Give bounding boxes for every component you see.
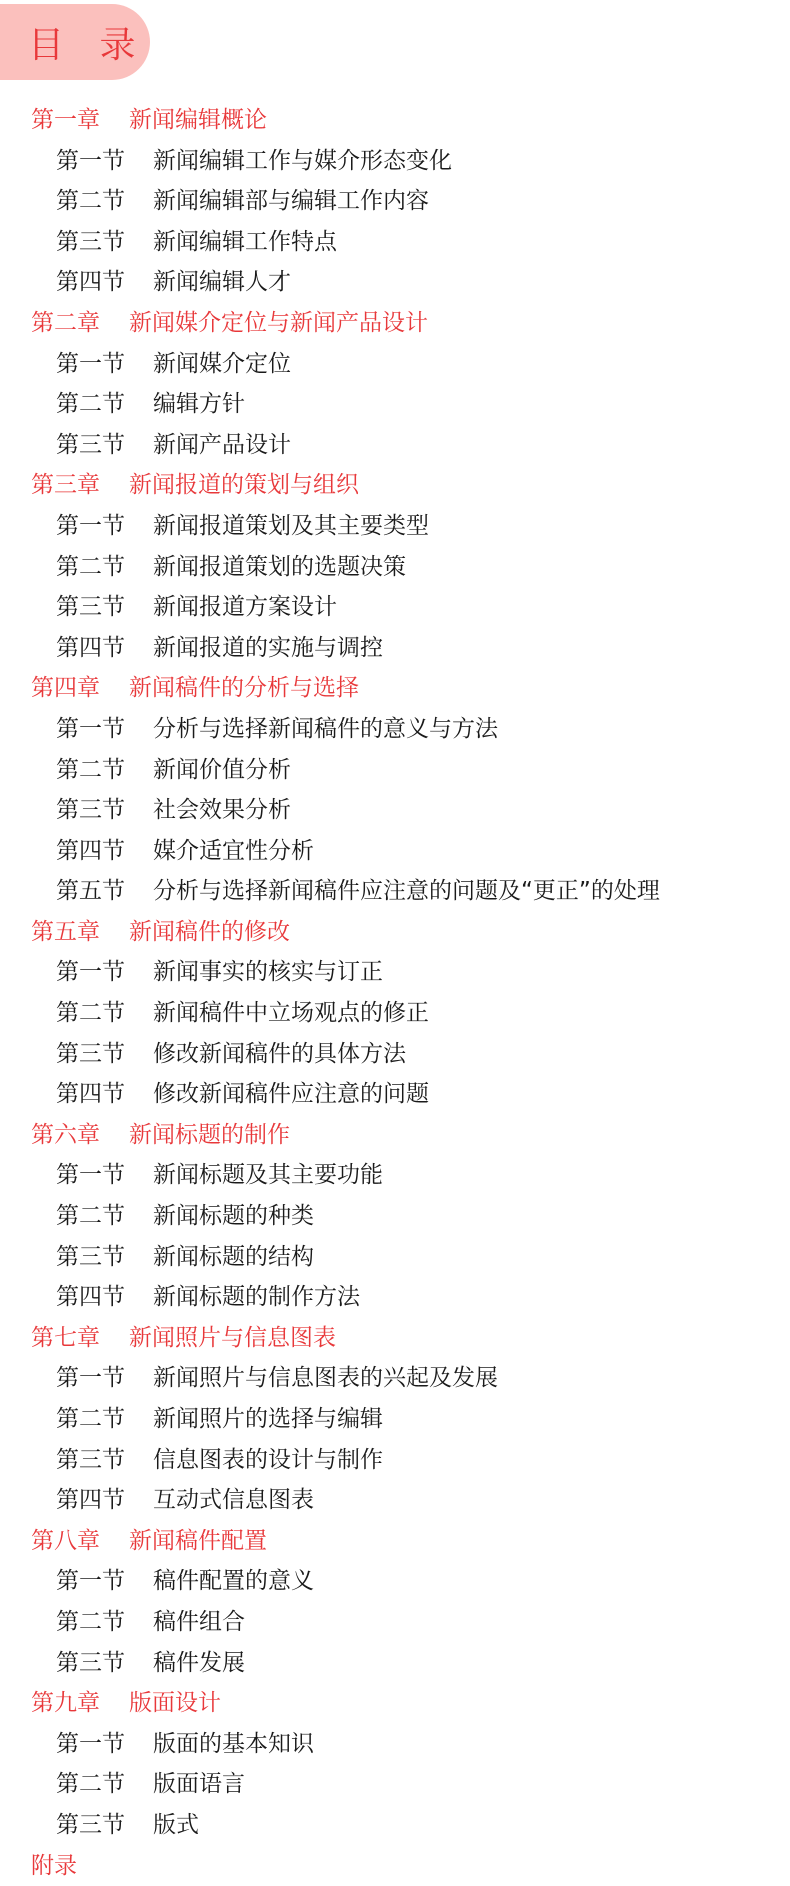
section-number: 第三节 xyxy=(56,228,125,255)
section-number: 第四节 xyxy=(56,1284,125,1311)
toc-chapter-entry[interactable] xyxy=(0,1318,790,1359)
toc-title-tab xyxy=(0,4,150,80)
table-of-contents xyxy=(0,100,790,1886)
section-number: 第一节 xyxy=(56,1162,125,1189)
section-title: 社会效果分析 xyxy=(153,797,291,824)
section-title: 新闻标题的结构 xyxy=(153,1243,314,1270)
chapter-number: 第八章 xyxy=(31,1527,100,1554)
section-number: 第三节 xyxy=(56,1446,125,1473)
toc-section-entry[interactable] xyxy=(0,1643,790,1684)
section-title: 新闻报道方案设计 xyxy=(153,594,337,621)
section-title: 新闻产品设计 xyxy=(153,431,291,458)
chapter-number: 第四章 xyxy=(31,675,100,702)
section-title: 新闻媒介定位 xyxy=(153,350,291,377)
section-title: 版式 xyxy=(153,1811,199,1838)
toc-section-entry[interactable] xyxy=(0,952,790,993)
section-number: 第三节 xyxy=(56,1649,125,1676)
section-number: 第一节 xyxy=(56,512,125,539)
toc-section-entry[interactable] xyxy=(0,790,790,831)
toc-section-entry[interactable] xyxy=(0,222,790,263)
toc-chapter-entry[interactable] xyxy=(0,912,790,953)
toc-section-entry[interactable] xyxy=(0,1399,790,1440)
section-title: 媒介适宜性分析 xyxy=(153,837,314,864)
section-number: 第二节 xyxy=(56,391,125,418)
section-number: 第二节 xyxy=(56,1000,125,1027)
section-title: 新闻报道策划的选题决策 xyxy=(153,553,406,580)
section-number: 第一节 xyxy=(56,350,125,377)
section-number: 第三节 xyxy=(56,797,125,824)
toc-chapter-entry[interactable] xyxy=(0,1683,790,1724)
toc-section-entry[interactable] xyxy=(0,628,790,669)
section-number: 第二节 xyxy=(56,756,125,783)
chapter-number: 第七章 xyxy=(31,1324,100,1351)
section-number: 第二节 xyxy=(56,1771,125,1798)
chapter-title: 新闻稿件的分析与选择 xyxy=(129,675,359,702)
section-title: 修改新闻稿件应注意的问题 xyxy=(153,1081,429,1108)
section-title: 新闻编辑工作与媒介形态变化 xyxy=(153,147,452,174)
toc-appendix-entry[interactable] xyxy=(0,1846,790,1886)
section-number: 第二节 xyxy=(56,553,125,580)
toc-section-entry[interactable] xyxy=(0,1237,790,1278)
section-title: 稿件发展 xyxy=(153,1649,245,1676)
toc-chapter-entry[interactable] xyxy=(0,1115,790,1156)
section-number: 第四节 xyxy=(56,837,125,864)
chapter-title: 新闻标题的制作 xyxy=(129,1121,290,1148)
section-title: 分析与选择新闻稿件应注意的问题及“更正”的处理 xyxy=(153,878,660,905)
toc-chapter-entry[interactable] xyxy=(0,1521,790,1562)
section-number: 第四节 xyxy=(56,1081,125,1108)
toc-section-entry[interactable] xyxy=(0,1277,790,1318)
toc-section-entry[interactable] xyxy=(0,993,790,1034)
toc-section-entry[interactable] xyxy=(0,1724,790,1765)
toc-section-entry[interactable] xyxy=(0,1196,790,1237)
section-title: 信息图表的设计与制作 xyxy=(153,1446,383,1473)
chapter-title: 新闻编辑概论 xyxy=(129,107,267,133)
chapter-title: 新闻照片与信息图表 xyxy=(129,1324,336,1351)
chapter-title: 新闻媒介定位与新闻产品设计 xyxy=(129,309,428,336)
toc-section-entry[interactable] xyxy=(0,831,790,872)
section-title: 新闻编辑工作特点 xyxy=(153,228,337,255)
toc-section-entry[interactable] xyxy=(0,1034,790,1075)
chapter-title: 新闻报道的策划与组织 xyxy=(129,472,359,499)
toc-section-entry[interactable] xyxy=(0,1561,790,1602)
section-number: 第二节 xyxy=(56,188,125,215)
section-number: 第三节 xyxy=(56,594,125,621)
toc-section-entry[interactable] xyxy=(0,1480,790,1521)
toc-chapter-entry[interactable] xyxy=(0,303,790,344)
section-number: 第三节 xyxy=(56,1040,125,1067)
section-number: 第二节 xyxy=(56,1406,125,1432)
section-number: 第一节 xyxy=(56,959,125,986)
toc-section-entry[interactable] xyxy=(0,141,790,182)
section-number: 第一节 xyxy=(56,715,125,742)
page-title: 目 录 xyxy=(28,24,148,66)
toc-section-entry[interactable] xyxy=(0,1602,790,1643)
toc-section-entry[interactable] xyxy=(0,1358,790,1399)
toc-chapter-entry[interactable] xyxy=(0,668,790,709)
section-number: 第一节 xyxy=(56,1568,125,1595)
section-title: 新闻照片与信息图表的兴起及发展 xyxy=(153,1365,498,1392)
section-title: 稿件组合 xyxy=(153,1608,245,1635)
toc-section-entry[interactable] xyxy=(0,871,790,912)
section-title: 修改新闻稿件的具体方法 xyxy=(153,1040,406,1067)
section-title: 新闻编辑部与编辑工作内容 xyxy=(153,188,429,215)
section-number: 第四节 xyxy=(56,634,125,661)
section-title: 新闻照片的选择与编辑 xyxy=(153,1406,383,1432)
toc-section-entry[interactable] xyxy=(0,547,790,588)
section-number: 第三节 xyxy=(56,1243,125,1270)
section-title: 分析与选择新闻稿件的意义与方法 xyxy=(153,715,498,742)
section-number: 第五节 xyxy=(56,878,125,905)
section-title: 版面语言 xyxy=(153,1771,245,1798)
chapter-number: 第五章 xyxy=(31,918,100,945)
toc-section-entry[interactable] xyxy=(0,384,790,425)
section-number: 第一节 xyxy=(56,147,125,174)
section-number: 第一节 xyxy=(56,1365,125,1392)
toc-section-entry[interactable] xyxy=(0,1805,790,1846)
section-title: 新闻标题的制作方法 xyxy=(153,1284,360,1311)
section-number: 第二节 xyxy=(56,1203,125,1230)
chapter-number: 第六章 xyxy=(31,1121,100,1148)
section-number: 第三节 xyxy=(56,1811,125,1838)
chapter-number: 第一章 xyxy=(31,107,100,133)
section-title: 新闻标题及其主要功能 xyxy=(153,1162,383,1189)
section-title: 编辑方针 xyxy=(153,391,245,418)
toc-chapter-entry[interactable] xyxy=(0,100,790,141)
toc-section-entry[interactable] xyxy=(0,709,790,750)
toc-section-entry[interactable] xyxy=(0,506,790,547)
toc-section-entry[interactable] xyxy=(0,262,790,303)
section-title: 新闻稿件中立场观点的修正 xyxy=(153,1000,429,1027)
toc-section-entry[interactable] xyxy=(0,1074,790,1115)
section-number: 第四节 xyxy=(56,269,125,296)
toc-section-entry[interactable] xyxy=(0,425,790,466)
toc-section-entry[interactable] xyxy=(0,181,790,222)
chapter-number: 第二章 xyxy=(31,309,100,336)
chapter-title: 新闻稿件配置 xyxy=(129,1527,267,1554)
chapter-number: 第三章 xyxy=(31,472,100,499)
section-number: 第三节 xyxy=(56,431,125,458)
section-title: 新闻报道策划及其主要类型 xyxy=(153,512,429,539)
toc-section-entry[interactable] xyxy=(0,344,790,385)
appendix-label: 附录 xyxy=(31,1852,77,1879)
chapter-number: 第九章 xyxy=(31,1690,100,1717)
chapter-title: 版面设计 xyxy=(129,1690,221,1717)
toc-section-entry[interactable] xyxy=(0,750,790,791)
toc-section-entry[interactable] xyxy=(0,1155,790,1196)
toc-section-entry[interactable] xyxy=(0,587,790,628)
chapter-title: 新闻稿件的修改 xyxy=(129,918,290,945)
section-title: 新闻标题的种类 xyxy=(153,1203,314,1230)
toc-section-entry[interactable] xyxy=(0,1440,790,1481)
toc-chapter-entry[interactable] xyxy=(0,465,790,506)
section-title: 新闻报道的实施与调控 xyxy=(153,634,383,661)
section-title: 新闻事实的核实与订正 xyxy=(153,959,383,986)
section-number: 第一节 xyxy=(56,1730,125,1757)
section-title: 稿件配置的意义 xyxy=(153,1568,314,1595)
section-number: 第二节 xyxy=(56,1608,125,1635)
toc-section-entry[interactable] xyxy=(0,1764,790,1805)
section-number: 第四节 xyxy=(56,1487,125,1514)
section-title: 版面的基本知识 xyxy=(153,1730,314,1757)
section-title: 互动式信息图表 xyxy=(153,1487,314,1514)
section-title: 新闻价值分析 xyxy=(153,756,291,783)
section-title: 新闻编辑人才 xyxy=(153,269,291,296)
